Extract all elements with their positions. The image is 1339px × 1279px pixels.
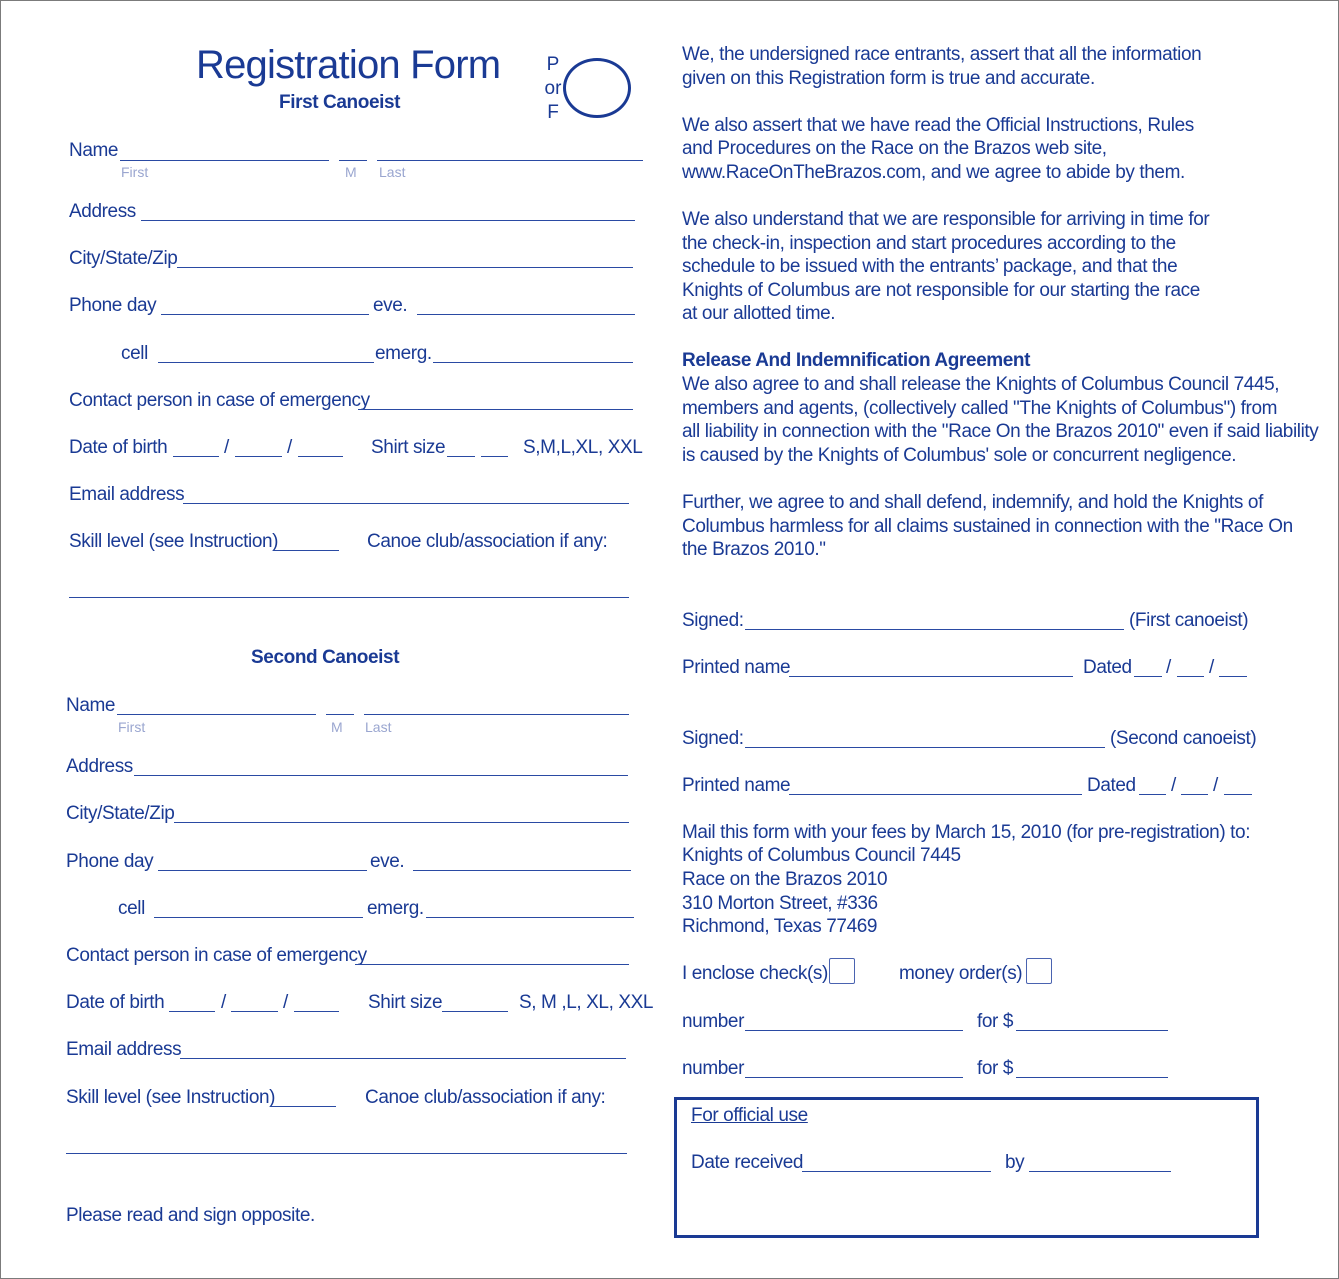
first-address-label: Address xyxy=(69,201,136,222)
first-shirt-sizes: S,M,L,XL, XXL xyxy=(523,437,643,458)
first-dated-month-field[interactable] xyxy=(1134,676,1162,677)
first-city-field[interactable] xyxy=(177,267,633,268)
first-canoeist-tag: (First canoeist) xyxy=(1129,610,1249,631)
agreement-p4-line-1: We also agree to and shall release the Knights of Columbus Council 7445, xyxy=(682,374,1280,395)
first-dob-year-field[interactable] xyxy=(298,456,343,457)
agreement-p1-line-2: given on this Registration form is true and accurate. xyxy=(682,68,1095,89)
first-eve-label: eve. xyxy=(373,295,408,316)
mail-line-5: Richmond, Texas 77469 xyxy=(682,916,878,937)
amount-field-1[interactable] xyxy=(1016,1030,1168,1031)
first-printed-name-field[interactable] xyxy=(789,676,1073,677)
read-and-sign-note: Please read and sign opposite. xyxy=(66,1205,315,1226)
amount-field-2[interactable] xyxy=(1016,1077,1168,1078)
first-name-first-field[interactable] xyxy=(120,160,329,161)
second-dob-month-field[interactable] xyxy=(169,1011,215,1012)
pf-or-label: or xyxy=(544,78,562,99)
second-canoeist-heading: Second Canoeist xyxy=(251,647,400,668)
first-dated-day-field[interactable] xyxy=(1177,676,1204,677)
agreement-p2-line-3: www.RaceOnTheBrazos.com, and we agree to abide by them. xyxy=(682,162,1185,183)
money-order-checkbox[interactable] xyxy=(1026,958,1052,984)
form-title: Registration Form xyxy=(196,43,501,87)
first-shirt-field-1[interactable] xyxy=(447,456,475,457)
second-emerg-label: emerg. xyxy=(367,898,424,919)
second-name-last-field[interactable] xyxy=(364,714,629,715)
agreement-p5-line-3: the Brazos 2010." xyxy=(682,539,826,560)
first-email-label: Email address xyxy=(69,484,185,505)
first-club-label: Canoe club/association if any: xyxy=(367,531,608,552)
second-printed-name-label: Printed name xyxy=(682,775,791,796)
second-name-label: Name xyxy=(66,695,116,716)
agreement-p4-line-3: all liability in connection with the "Race On the Brazos 2010" even if said liability xyxy=(682,421,1319,442)
first-phone-eve-field[interactable] xyxy=(417,314,635,315)
first-signature-field[interactable] xyxy=(745,629,1124,630)
received-by-field[interactable] xyxy=(1029,1171,1171,1172)
second-shirt-sizes: S, M ,L, XL, XXL xyxy=(519,992,654,1013)
second-dob-year-field[interactable] xyxy=(294,1011,339,1012)
second-city-label: City/State/Zip xyxy=(66,803,175,824)
first-city-label: City/State/Zip xyxy=(69,248,178,269)
first-dob-slash-1: / xyxy=(224,437,229,458)
mail-line-2: Knights of Columbus Council 7445 xyxy=(682,845,961,866)
first-name-label: Name xyxy=(69,140,119,161)
check-label: I enclose check(s) xyxy=(682,963,828,984)
mail-line-3: Race on the Brazos 2010 xyxy=(682,869,888,890)
first-name-middle-field[interactable] xyxy=(339,160,367,161)
number-label-1: number xyxy=(682,1011,745,1032)
first-cell-field[interactable] xyxy=(158,362,374,363)
first-address-field[interactable] xyxy=(141,220,635,221)
second-address-label: Address xyxy=(66,756,133,777)
second-skill-field[interactable] xyxy=(270,1106,336,1107)
second-city-field[interactable] xyxy=(174,822,629,823)
second-email-field[interactable] xyxy=(180,1058,626,1059)
second-dated-month-field[interactable] xyxy=(1139,794,1166,795)
second-phone-day-label: Phone day xyxy=(66,851,154,872)
second-shirt-field[interactable] xyxy=(442,1011,508,1012)
agreement-p2-line-2: and Procedures on the Race on the Brazos web site, xyxy=(682,138,1107,159)
mail-line-1: Mail this form with your fees by March 15, 2010 (for pre-registration) to: xyxy=(682,822,1251,843)
second-emerg-field[interactable] xyxy=(426,917,634,918)
second-name-first-field[interactable] xyxy=(117,714,316,715)
date-received-label: Date received xyxy=(691,1152,804,1173)
agreement-p5-line-1: Further, we agree to and shall defend, indemnify, and hold the Knights of xyxy=(682,492,1263,513)
second-printed-name-field[interactable] xyxy=(789,794,1082,795)
first-signed-label: Signed: xyxy=(682,610,744,631)
agreement-p2-line-1: We also assert that we have read the Official Instructions, Rules xyxy=(682,115,1194,136)
check-checkbox[interactable] xyxy=(829,958,855,984)
second-contact-label: Contact person in case of emergency xyxy=(66,945,367,966)
first-canoeist-heading: First Canoeist xyxy=(279,92,401,113)
second-signed-label: Signed: xyxy=(682,728,744,749)
second-club-label: Canoe club/association if any: xyxy=(365,1087,606,1108)
second-name-last-sublabel: Last xyxy=(365,719,392,735)
first-dob-slash-2: / xyxy=(287,437,292,458)
first-shirt-field-2[interactable] xyxy=(481,456,508,457)
pf-oval-field[interactable] xyxy=(563,58,631,118)
second-dob-slash-2: / xyxy=(283,992,288,1013)
agreement-p1-line-1: We, the undersigned race entrants, assert that all the information xyxy=(682,44,1202,65)
second-name-m-sublabel: M xyxy=(331,719,343,735)
second-dated-slash-1: / xyxy=(1171,775,1176,796)
first-dob-day-field[interactable] xyxy=(235,456,282,457)
agreement-p3-line-4: Knights of Columbus are not responsible for our starting the race xyxy=(682,280,1200,301)
second-dated-year-field[interactable] xyxy=(1224,794,1252,795)
first-name-last-field[interactable] xyxy=(377,160,643,161)
second-shirt-label: Shirt size xyxy=(368,992,443,1013)
first-dated-year-field[interactable] xyxy=(1219,676,1247,677)
number-field-1[interactable] xyxy=(745,1030,963,1031)
second-dob-label: Date of birth xyxy=(66,992,165,1013)
pf-p-label: P xyxy=(546,54,560,75)
first-name-first-sublabel: First xyxy=(121,164,149,180)
for-amount-label-2: for $ xyxy=(977,1058,1014,1079)
second-email-label: Email address xyxy=(66,1039,182,1060)
agreement-p3-line-1: We also understand that we are responsible for arriving in time for xyxy=(682,209,1210,230)
money-order-label: money order(s) xyxy=(899,963,1023,984)
first-contact-label: Contact person in case of emergency xyxy=(69,390,370,411)
date-received-field[interactable] xyxy=(802,1171,991,1172)
second-dated-day-field[interactable] xyxy=(1181,794,1208,795)
agreement-p4-line-2: members and agents, (collectively called "The Knights of Columbus") from xyxy=(682,398,1278,419)
second-dob-slash-1: / xyxy=(221,992,226,1013)
agreement-p3-line-5: at our allotted time. xyxy=(682,303,836,324)
first-skill-field[interactable] xyxy=(273,550,339,551)
agreement-p4-line-4: is caused by the Knights of Columbus' sole or concurrent negligence. xyxy=(682,445,1237,466)
second-cell-label: cell xyxy=(118,898,145,919)
second-phone-day-field[interactable] xyxy=(158,870,367,871)
second-address-field[interactable] xyxy=(134,775,628,776)
second-signature-field[interactable] xyxy=(745,747,1105,748)
release-heading: Release And Indemnification Agreement xyxy=(682,350,1031,371)
first-name-m-sublabel: M xyxy=(345,164,357,180)
first-club-field[interactable] xyxy=(69,597,629,598)
mail-line-4: 310 Morton Street, #336 xyxy=(682,893,878,914)
first-name-last-sublabel: Last xyxy=(379,164,406,180)
second-dated-slash-2: / xyxy=(1213,775,1218,796)
pf-f-label: F xyxy=(547,102,559,123)
official-use-heading: For official use xyxy=(691,1105,808,1126)
second-eve-label: eve. xyxy=(370,851,405,872)
first-dob-month-field[interactable] xyxy=(173,456,219,457)
second-phone-eve-field[interactable] xyxy=(413,870,631,871)
second-skill-label: Skill level (see Instruction) xyxy=(66,1087,276,1108)
second-canoeist-tag: (Second canoeist) xyxy=(1110,728,1257,749)
first-emerg-field[interactable] xyxy=(433,362,633,363)
number-field-2[interactable] xyxy=(745,1077,963,1078)
first-dated-label: Dated xyxy=(1083,657,1132,678)
first-skill-label: Skill level (see Instruction) xyxy=(69,531,279,552)
agreement-p3-line-3: schedule to be issued with the entrants’ package, and that the xyxy=(682,256,1178,277)
for-amount-label-1: for $ xyxy=(977,1011,1014,1032)
first-dated-slash-2: / xyxy=(1209,657,1214,678)
first-contact-field[interactable] xyxy=(358,409,633,410)
agreement-p3-line-2: the check-in, inspection and start procedures according to the xyxy=(682,233,1176,254)
first-shirt-label: Shirt size xyxy=(371,437,446,458)
agreement-p5-line-2: Columbus harmless for all claims sustained in connection with the "Race On xyxy=(682,516,1293,537)
second-dob-day-field[interactable] xyxy=(231,1011,278,1012)
number-label-2: number xyxy=(682,1058,745,1079)
first-emerg-label: emerg. xyxy=(375,343,432,364)
first-email-field[interactable] xyxy=(183,503,629,504)
second-cell-field[interactable] xyxy=(154,917,363,918)
second-club-field[interactable] xyxy=(66,1153,627,1154)
first-cell-label: cell xyxy=(121,343,148,364)
second-name-first-sublabel: First xyxy=(118,719,146,735)
first-printed-name-label: Printed name xyxy=(682,657,791,678)
first-phone-day-field[interactable] xyxy=(161,314,369,315)
second-name-middle-field[interactable] xyxy=(326,714,354,715)
second-dated-label: Dated xyxy=(1087,775,1136,796)
first-dob-label: Date of birth xyxy=(69,437,168,458)
second-contact-field[interactable] xyxy=(355,964,629,965)
received-by-label: by xyxy=(1005,1152,1025,1173)
first-phone-day-label: Phone day xyxy=(69,295,157,316)
first-dated-slash-1: / xyxy=(1166,657,1171,678)
